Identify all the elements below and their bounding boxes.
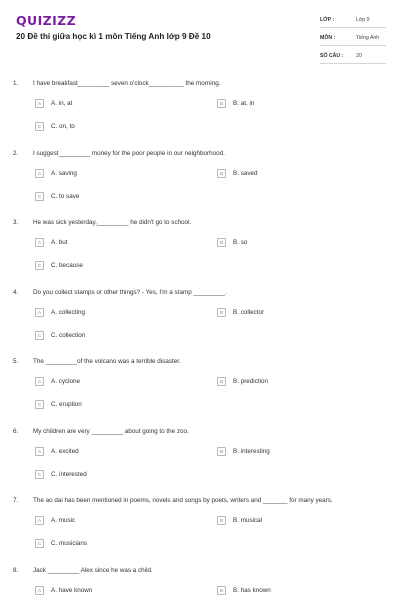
question-text: Jack _________ Alex since he was a child. xyxy=(33,566,153,574)
question-6 xyxy=(0,420,400,490)
option-text: A. but xyxy=(51,239,68,246)
question-number: 6. xyxy=(13,427,19,435)
option-text: B. saved xyxy=(233,169,258,177)
question-number: 2. xyxy=(13,149,19,157)
option-text: A. excited xyxy=(51,447,79,455)
option-letter-box: C xyxy=(35,122,44,131)
question-number: 1. xyxy=(13,80,19,87)
option-text: C. musicians xyxy=(51,540,88,547)
option-letter-box: A xyxy=(35,308,44,317)
question-number: 4. xyxy=(13,288,19,296)
option-text: B. musical xyxy=(233,517,263,524)
option-text: A. have known xyxy=(51,586,93,594)
option-letter-box: C xyxy=(35,539,44,548)
option-letter-box: C xyxy=(35,400,44,409)
option-letter-box: B xyxy=(217,238,226,247)
page-header xyxy=(0,0,400,68)
option-letter-box: B xyxy=(217,377,226,386)
question-text: I have breakfast_________ seven o'clock__________ the morning. xyxy=(33,80,221,87)
meta-subject-value: Tiếng Anh xyxy=(356,35,380,41)
meta-subject-row xyxy=(320,32,386,46)
question-text: I suggest_________ money for the poor people in our neighborhood. xyxy=(33,149,225,157)
question-text: He was sick yesterday,_________ he didn't go to school. xyxy=(33,219,192,226)
option-letter-box: A xyxy=(35,516,44,525)
meta-subject-label: MÔN : xyxy=(320,35,336,41)
option-text: A. music xyxy=(51,517,76,524)
quizizz-logo: QUIZIZZ xyxy=(16,13,77,28)
option-text: C. to save xyxy=(51,192,80,200)
question-2 xyxy=(0,142,400,212)
option-letter-box: A xyxy=(35,169,44,178)
option-text: C. on, to xyxy=(51,123,75,130)
meta-count-value: 20 xyxy=(356,53,362,59)
meta-class-row xyxy=(320,14,386,28)
question-number: 3. xyxy=(13,219,19,226)
question-text: The ao dai has been mentioned in poems, novels and songs by poets, writers and _______ for many years. xyxy=(33,497,333,504)
question-5 xyxy=(0,350,400,420)
worksheet-meta xyxy=(320,14,386,68)
option-letter-box: C xyxy=(35,470,44,479)
question-4 xyxy=(0,281,400,351)
meta-class-label: LỚP : xyxy=(320,17,335,23)
question-number: 5. xyxy=(13,358,19,365)
option-letter-box: A xyxy=(35,99,44,108)
worksheet-title: 20 Đề thi giữa học kì 1 môn Tiếng Anh lớp 9 Đề 10 xyxy=(16,32,211,41)
option-text: B. prediction xyxy=(233,378,269,385)
option-letter-box: C xyxy=(35,261,44,270)
option-text: C. because xyxy=(51,262,83,269)
question-text: My children are very _________ about going to the zoo. xyxy=(33,427,189,435)
question-text: Do you collect stamps or other things? - Yes, I'm a stamp _________. xyxy=(33,288,227,296)
option-text: A. cyclone xyxy=(51,378,81,385)
option-letter-box: C xyxy=(35,331,44,340)
option-text: C. eruption xyxy=(51,401,82,408)
option-text: A. collecting xyxy=(51,308,85,316)
option-text: A. saving xyxy=(51,169,77,177)
question-8 xyxy=(0,559,400,600)
question-text: The _________of the volcano was a terrible disaster. xyxy=(33,358,181,365)
option-letter-box: B xyxy=(217,516,226,525)
option-letter-box: A xyxy=(35,238,44,247)
option-letter-box: B xyxy=(217,99,226,108)
question-1 xyxy=(0,72,400,142)
option-text: C. collection xyxy=(51,331,86,339)
option-letter-box: B xyxy=(217,447,226,456)
meta-class-value: Lớp 9 xyxy=(356,17,370,23)
option-text: B. collector xyxy=(233,308,265,316)
option-letter-box: A xyxy=(35,586,44,595)
option-letter-box: A xyxy=(35,377,44,386)
option-text: A. in, at xyxy=(51,100,73,107)
option-text: B. so xyxy=(233,239,248,246)
option-letter-box: A xyxy=(35,447,44,456)
question-number: 8. xyxy=(13,566,19,574)
question-3 xyxy=(0,211,400,281)
option-letter-box: C xyxy=(35,192,44,201)
option-letter-box: B xyxy=(217,169,226,178)
option-text: B. has known xyxy=(233,586,271,594)
option-text: B. at, in xyxy=(233,100,255,107)
question-7 xyxy=(0,489,400,559)
meta-count-label: SỐ CÂU : xyxy=(320,53,344,59)
option-letter-box: B xyxy=(217,308,226,317)
question-number: 7. xyxy=(13,497,19,504)
meta-count-row xyxy=(320,50,386,64)
option-letter-box: B xyxy=(217,586,226,595)
question-list xyxy=(0,72,400,600)
option-text: B. interesting xyxy=(233,447,270,455)
option-text: C. interested xyxy=(51,470,87,478)
